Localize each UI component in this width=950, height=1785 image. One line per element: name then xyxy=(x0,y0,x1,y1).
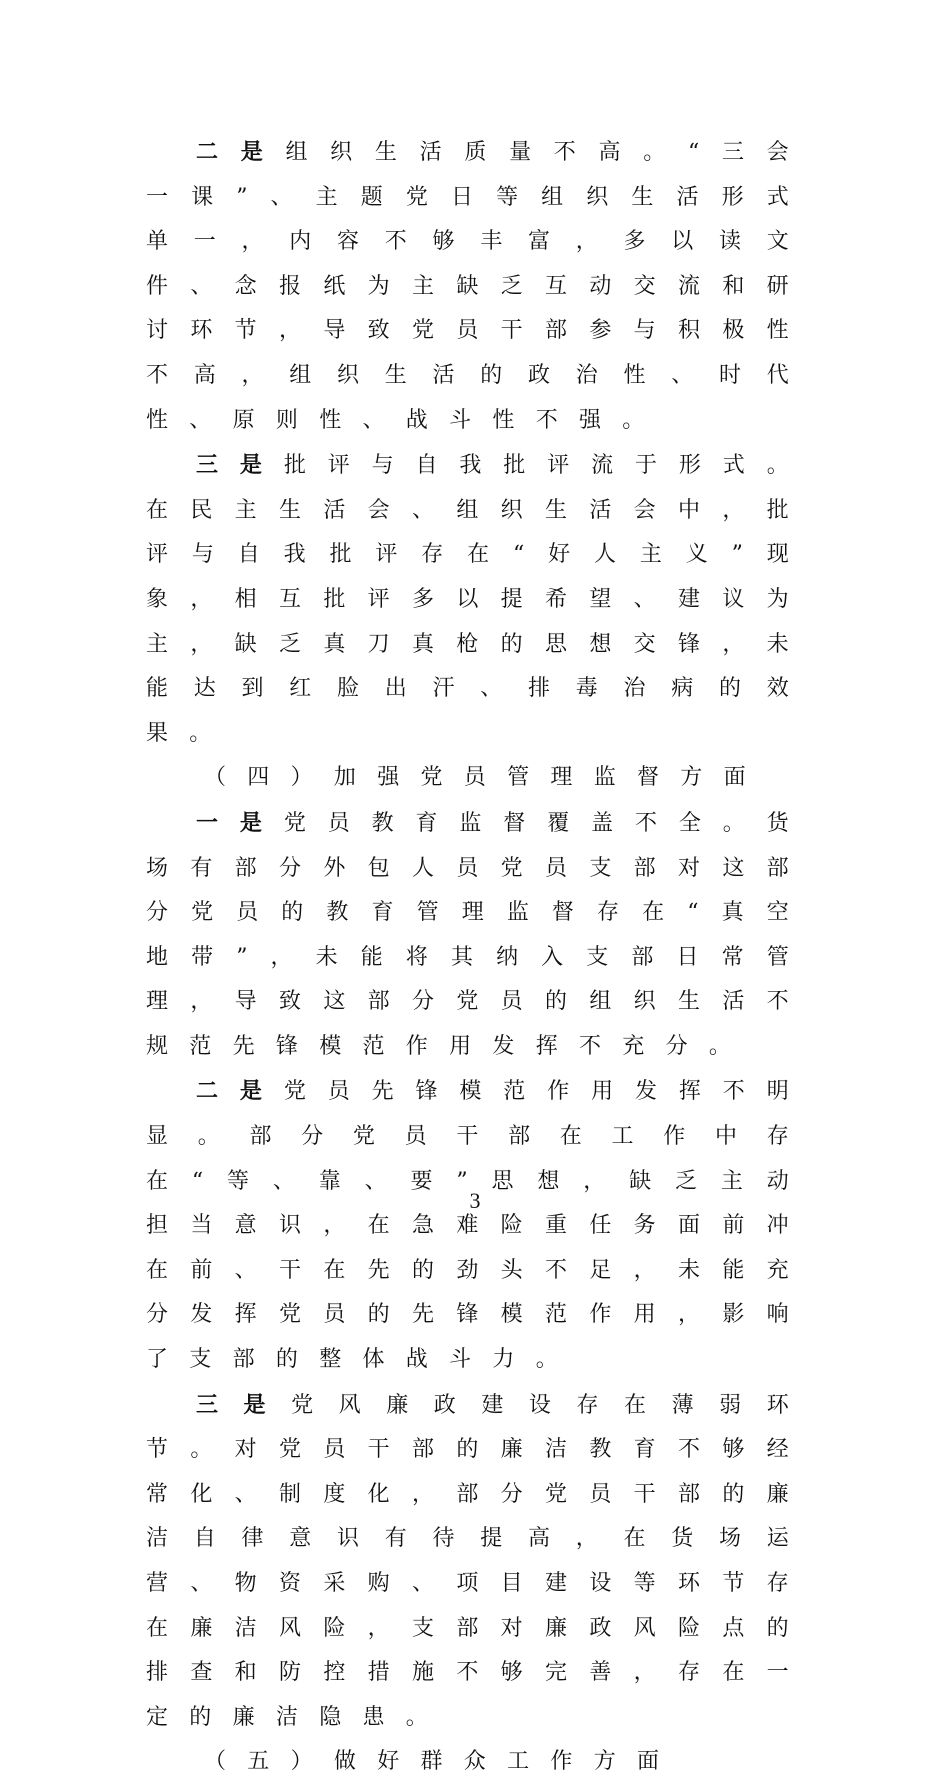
paragraph-text: 批评与自我批评流于形式。在民主生活会、组织生活会中，批评与自我批评存在“好人主义”现象，相互批评多以提希望、建议为主，缺乏真刀真枪的思想交锋，未能达到红脸出汗、排毒治病的效果。 xyxy=(146,453,810,746)
paragraph-text: 党风廉政建设存在薄弱环节。对党员干部的廉洁教育不够经常化、制度化，部分党员干部的廉洁自律意识有待提高，在货场运营、物资采购、项目建设等环节存在廉洁风险，支部对廉政风险点的排查和防控措施不够完善，存在一定的廉洁隐患。 xyxy=(146,1392,810,1730)
section-heading-member-supervision: （四）加强党员管理监督方面 xyxy=(204,765,767,791)
paragraph-organizational-life-quality xyxy=(146,130,810,443)
paragraph-integrity-building xyxy=(146,1383,810,1741)
paragraph-criticism-formality xyxy=(146,443,810,756)
paragraph-lead: 二是 xyxy=(196,1078,284,1105)
paragraph-lead: 三是 xyxy=(196,452,284,479)
paragraph-text: 党员教育监督覆盖不全。货场有部分外包人员党员支部对这部分党员的教育管理监督存在“真空地带”，未能将其纳入支部日常管理，导致这部分党员的组织生活不规范先锋模范作用发挥不充分。 xyxy=(146,810,810,1059)
page-number: 3 xyxy=(469,1188,481,1213)
document-body xyxy=(146,130,810,1785)
paragraph-text: 党员先锋模范作用发挥不明显。部分党员干部在工作中存在“等、靠、要”思想，缺乏主动担当意识，在急难险重任务面前冲在前、干在先的劲头不足，未能充分发挥党员的先锋模范作用，影响了支部的整体战斗力。 xyxy=(146,1079,810,1373)
paragraph-education-coverage xyxy=(146,801,810,1070)
section-heading-mass-work: （五）做好群众工作方面 xyxy=(204,1749,681,1775)
paragraph-lead: 三是 xyxy=(196,1391,292,1418)
paragraph-lead: 一是 xyxy=(196,809,284,836)
paragraph-text: 组织生活质量不高。“三会一课”、主题党日等组织生活形式单一，内容不够丰富，多以读文件、念报纸为主缺乏互动交流和研讨环节，导致党员干部参与积极性不高，组织生活的政治性、时代性、原则性、战斗性不强。 xyxy=(146,140,810,433)
paragraph-vanguard-role xyxy=(146,1069,810,1382)
paragraph-lead: 二是 xyxy=(196,139,286,165)
